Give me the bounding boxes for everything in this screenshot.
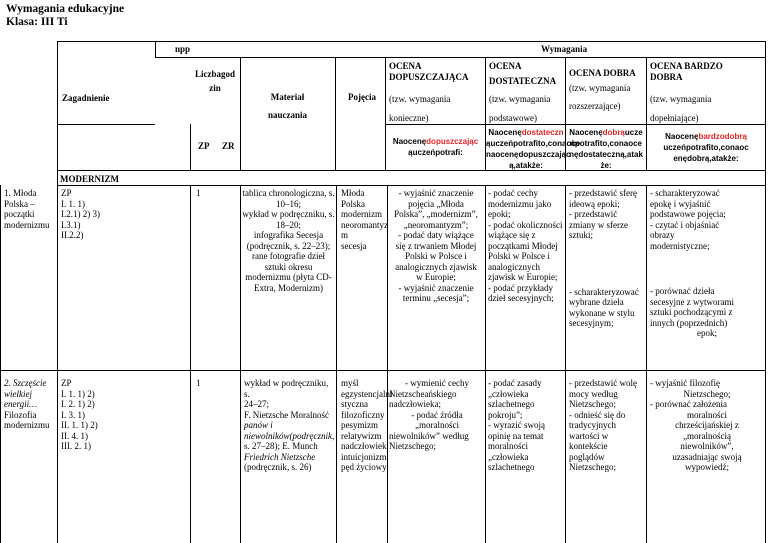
- row-1-bardzo-dobra: - scharakteryzować epokę i wyjaśnić podstawowe pojęcia; - czytać i objaśniać obrazy modernistyczne; - porównać dzieła secesyjne z wytworami sztuki pochodzącymi z innych (poprzednich) epok;: [650, 188, 734, 338]
- material-header: Materiał nauczania: [267, 92, 307, 120]
- level-dopuszczajaca: OCENA DOPUSZCZAJĄCA (tzw. wymagania konieczne): [389, 61, 469, 123]
- wymagania-header: Wymagania: [541, 44, 588, 54]
- row-2-material: wykład w podręczniku, s. 24–27; F. Nietzsche Moralność panów i niewolników(podręcznik, s. 27–28); E. Munch Friedrich Nietzsche (podręcznik, s. 26): [244, 378, 335, 472]
- row-2-dostateczna: - podać zasady „człowieka szlachetnego pokroju”; - wyrazić swoją opinię na temat moralności „człowieka szlachetnego: [488, 378, 545, 472]
- row-2-dobra: - przedstawić wolę mocy według Nietzschego; - odnieść się do tradycyjnych wartości w kontekście poglądów Nietzschego;: [569, 378, 637, 472]
- row-2-zagadnienie: 2. Szczęście wielkiej energii… Filozofia modernizmu: [4, 378, 50, 430]
- section-title: MODERNIZM: [60, 174, 119, 184]
- class-label: Klasa: III Ti: [6, 16, 68, 28]
- zr-header: ZR: [222, 141, 235, 151]
- row-2-zp: ZP I. 1. 1) 2) I. 2. 1) 2) I. 3. 1) II. 1. 1) 2) II. 4. 1) III. 2. 1): [61, 378, 98, 451]
- row-2-hours: 1: [196, 378, 201, 388]
- criteria-dobra: Naocenędobrąucze ńpotrafito,conaoce nędostateczną,atak że:: [569, 128, 643, 170]
- row-1-dostateczna: - podać cechy modernizmu jako epoki; - podać okoliczności wiążące się z początkami Młodej Polski w Polsce i analogicznych zjawisk w Europie; - podać przykłady dzieł secesyjnych;: [488, 188, 563, 303]
- row-2-pojecia: myśl egzystencjalni styczna filozoficzny pesymizm relatywizm nadczłowiek intuicjonizm pęd życiowy: [341, 378, 393, 472]
- row-1-dopuszczajaca: - wyjaśnić znaczenie pojęcia „Młoda Polska”, „modernizm”, „neoromantyzm”; - podać daty wiążące się z trwaniem Młodej Polski w Polsce i analogicznych zjawisk w Europie; - wyjaśnić znaczenie terminu „secesja”;: [394, 188, 478, 303]
- pojecia-header: Pojęcia: [348, 92, 376, 102]
- row-1-hours: 1: [196, 188, 201, 198]
- row-1-zagadnienie: 1. Młoda Polska – początki modernizmu: [4, 188, 50, 230]
- row-2-dopuszczajaca: - wymienić cechy Nietzscheańskiego nadczłowieka; - podać źródła „moralności niewolników” według Nietzschego;: [389, 378, 469, 451]
- row-1-zp: ZP I. 1. 1) I.2.1) 2) 3) I.3.1) II.2.2): [61, 188, 100, 240]
- row-2-bardzo-dobra: - wyjaśnić filozofię Nietzschego; - porównać założenia moralności chrześcijańskiej z „moralnością niewolników”, uzasadniając swoją wypowiedź;: [650, 378, 742, 472]
- zp-header: ZP: [198, 141, 210, 151]
- npp-header: npp: [175, 44, 191, 54]
- liczba-godzin-header: Liczbagod zin: [194, 69, 235, 93]
- level-dostateczna: OCENA DOSTATECZNA (tzw. wymagania podstawowe): [489, 61, 557, 123]
- zagadnienie-header: Zagadnienie: [62, 93, 110, 103]
- row-1-pojecia: Młoda Polska modernizm neoromantyz m secesja: [341, 188, 388, 251]
- level-dobra: OCENA DOBRA (tzw. wymagania rozszerzające): [569, 68, 636, 111]
- criteria-dopuszczajaca: Naocenędopuszczając ąuczeńpotrafi:: [392, 137, 479, 157]
- document-title: Wymagania edukacyjne: [6, 3, 125, 15]
- criteria-dostateczna: Naocenędostateczn ąuczeńpotrafito,conaoce naocenędopuszczając ą,atakże:: [486, 128, 581, 170]
- level-bardzo-dobra: OCENA BARDZO DOBRA (tzw. wymagania dopełniające): [650, 61, 723, 123]
- criteria-bardzo-dobra: Naocenębardzodobrą uczeńpotrafito,conaoc enędobrą,atakże:: [663, 132, 749, 163]
- row-1-material: tablica chronologiczna, s. 10–16; wykład w podręczniku, s. 18–20; infografika Secesja (podręcznik, s. 22–23); rane fotografie dzieł sztuki okresu modernizmu (płyta CD- Extra, Modernizm): [242, 188, 335, 293]
- row-1-dobra: - przedstawić sferę ideową epoki; - przedstawić zmiany w sferze sztuki; - scharakteryzować wybrane dzieła wykonane w stylu secesyjnym;: [569, 188, 639, 328]
